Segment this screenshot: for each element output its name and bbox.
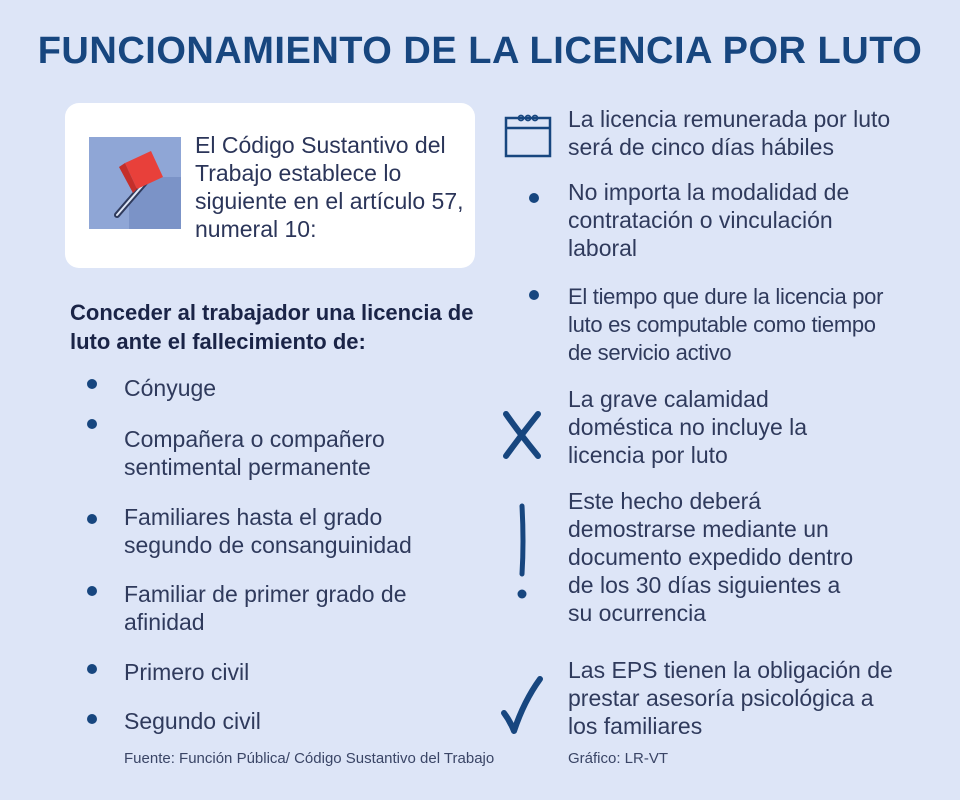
list-item: Familiares hasta el grado segundo de consanguinidad xyxy=(124,504,412,558)
list-item: Familiar de primer grado de afinidad xyxy=(124,581,407,635)
flag-illustration-icon xyxy=(89,137,181,229)
check-mark-icon xyxy=(500,675,544,735)
bullet-icon xyxy=(87,514,97,524)
credit-text: Gráfico: LR-VT xyxy=(568,750,669,767)
bullet-icon xyxy=(87,419,97,429)
info-item: El tiempo que dure la licencia por luto es computable como tiempo de servicio activo xyxy=(568,284,884,365)
bullet-icon xyxy=(529,193,539,203)
bullet-icon xyxy=(529,290,539,300)
info-item: No importa la modalidad de contratación o vinculación laboral xyxy=(568,179,850,261)
list-item: Compañera o compañero sentimental permanente xyxy=(124,426,385,480)
list-item: Primero civil xyxy=(124,659,250,685)
bullet-icon xyxy=(87,664,97,674)
info-item: Las EPS tienen la obligación de prestar asesoría psicológica a los familiares xyxy=(568,657,893,739)
source-text: Fuente: Función Pública/ Código Sustantivo del Trabajo xyxy=(124,750,495,767)
page-title: FUNCIONAMIENTO DE LA LICENCIA POR LUTO xyxy=(37,30,923,72)
bullet-icon xyxy=(87,714,97,724)
bullet-icon xyxy=(87,586,97,596)
info-item: Este hecho deberá demostrarse mediante un documento expedido dentro de los 30 días siguientes a su ocurrencia xyxy=(568,488,854,626)
exclamation-icon xyxy=(513,502,533,602)
bullet-icon xyxy=(87,379,97,389)
info-item: La grave calamidad doméstica no incluye la licencia por luto xyxy=(568,386,808,468)
x-mark-icon xyxy=(500,410,544,460)
card-text: El Código Sustantivo del Trabajo establece lo siguiente en el artículo 57, numeral 10: xyxy=(195,132,464,242)
list-item: Segundo civil xyxy=(124,708,261,734)
list-item: Cónyuge xyxy=(124,375,217,401)
info-card xyxy=(65,103,475,268)
intro-text: Conceder al trabajador una licencia de luto ante el fallecimiento de: xyxy=(70,300,474,354)
calendar-icon xyxy=(504,112,552,158)
info-item: La licencia remunerada por luto será de cinco días hábiles xyxy=(568,106,891,160)
